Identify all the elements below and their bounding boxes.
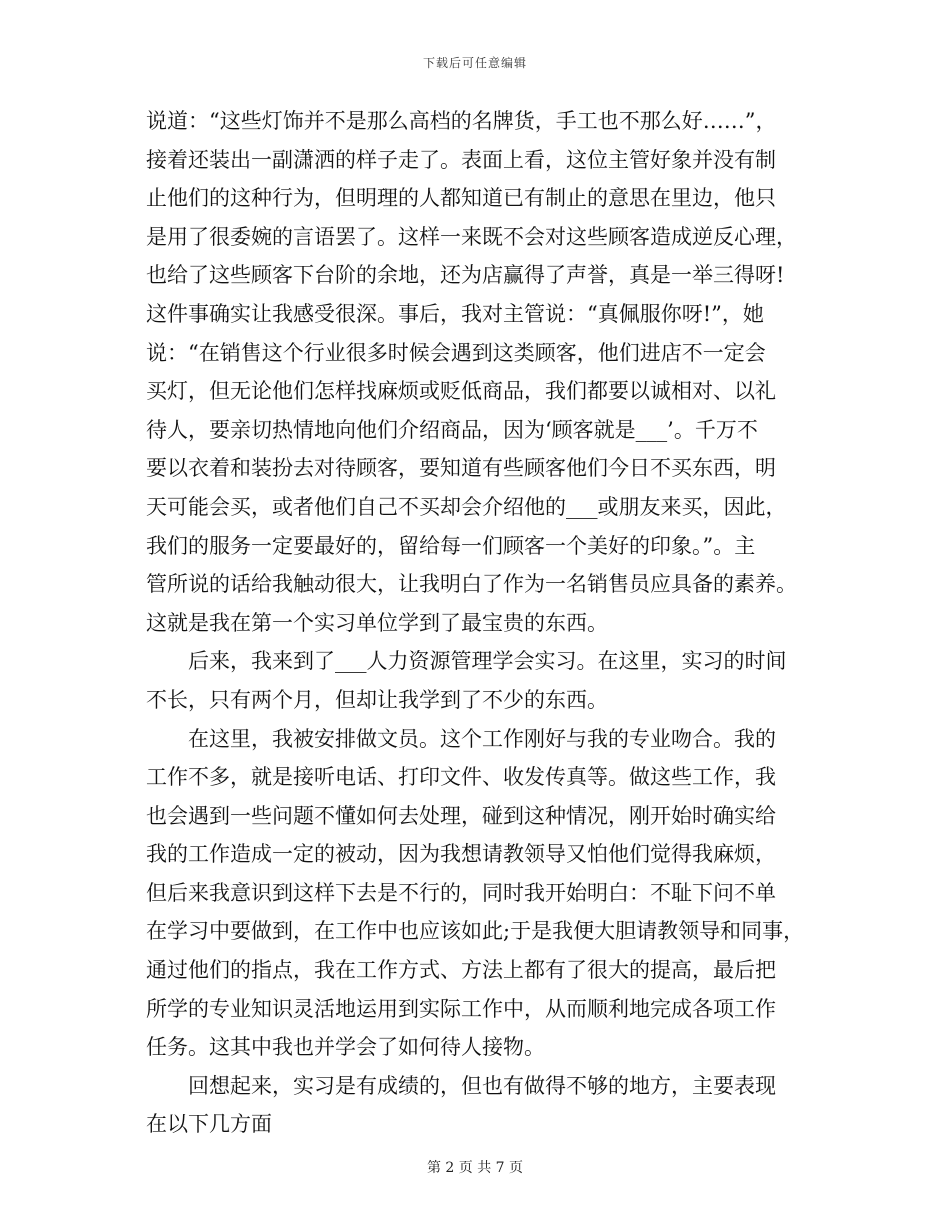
text-line: 不长，只有两个月，但却让我学到了不少的东西。: [146, 687, 608, 712]
text-line: 天可能会买，或者他们自己不买却会介绍他的___或朋友来买，因此，: [146, 494, 787, 519]
text-line: 所学的专业知识灵活地运用到实际工作中，从而顺利地完成各项工作: [146, 996, 776, 1021]
paragraph-start-line: 后来，我来到了___人力资源管理学会实习。在这里，实习的时间: [188, 649, 787, 674]
text-line: 任务。这其中我也并学会了如何待人接物。: [146, 1035, 545, 1060]
text-line: 待人，要亲切热情地向他们介绍商品，因为‘顾客就是___’。千万不: [146, 417, 758, 442]
text-line: 止他们的这种行为，但明理的人都知道已有制止的意思在里边，他只: [146, 186, 776, 211]
page-header: 下载后可任意编辑: [422, 56, 527, 70]
page-footer: 第 2 页 共 7 页: [426, 1160, 524, 1176]
document-body: [146, 102, 826, 1144]
text-line: 说道：“这些灯饰并不是那么高档的名牌货，手工也不那么好……”，: [146, 109, 777, 133]
text-line: 我的工作造成一定的被动，因为我想请教领导又怕他们觉得我麻烦，: [146, 842, 776, 867]
text-line: 在以下几方面: [146, 1112, 272, 1137]
text-line: 接着还装出一副潇洒的样子走了。表面上看，这位主管好象并没有制: [146, 147, 776, 172]
text-line: 买灯，但无论他们怎样找麻烦或贬低商品，我们都要以诚相对、以礼: [146, 379, 776, 404]
text-line: 在学习中要做到，在工作中也应该如此;于是我便大胆请教领导和同事，: [146, 919, 805, 944]
text-line: 工作不多，就是接听电话、打印文件、收发传真等。做这些工作，我: [146, 765, 776, 790]
paragraph-start-line: 回想起来，实习是有成绩的，但也有做得不够的地方，主要表现: [188, 1073, 776, 1098]
paragraph-start-line: 在这里，我被安排做文员。这个工作刚好与我的专业吻合。我的: [188, 726, 776, 751]
text-line: 这就是我在第一个实习单位学到了最宝贵的东西。: [146, 610, 608, 635]
text-line: 也会遇到一些问题不懂如何去处理，碰到这种情况，刚开始时确实给: [146, 803, 776, 828]
text-line: 要以衣着和装扮去对待顾客，要知道有些顾客他们今日不买东西，明: [146, 456, 776, 481]
text-line: 说：“在销售这个行业很多时候会遇到这类顾客，他们进店不一定会: [146, 340, 766, 365]
text-line: 通过他们的指点，我在工作方式、方法上都有了很大的提高，最后把: [146, 958, 776, 983]
text-line: 是用了很委婉的言语罢了。这样一来既不会对这些顾客造成逆反心理，: [146, 224, 797, 249]
text-line: 我们的服务一定要最好的，留给每一们顾客一个美好的印象。”。主: [146, 533, 756, 558]
text-line: 但后来我意识到这样下去是不行的，同时我开始明白：不耻下问不单: [146, 880, 776, 905]
text-line: 也给了这些顾客下台阶的余地，还为店赢得了声誉，真是一举三得呀!: [146, 263, 785, 288]
text-line: 管所说的话给我触动很大，让我明白了作为一名销售员应具备的素养。: [146, 572, 797, 597]
text-line: 这件事确实让我感受很深。事后，我对主管说：“真佩服你呀!”，她: [146, 301, 764, 326]
